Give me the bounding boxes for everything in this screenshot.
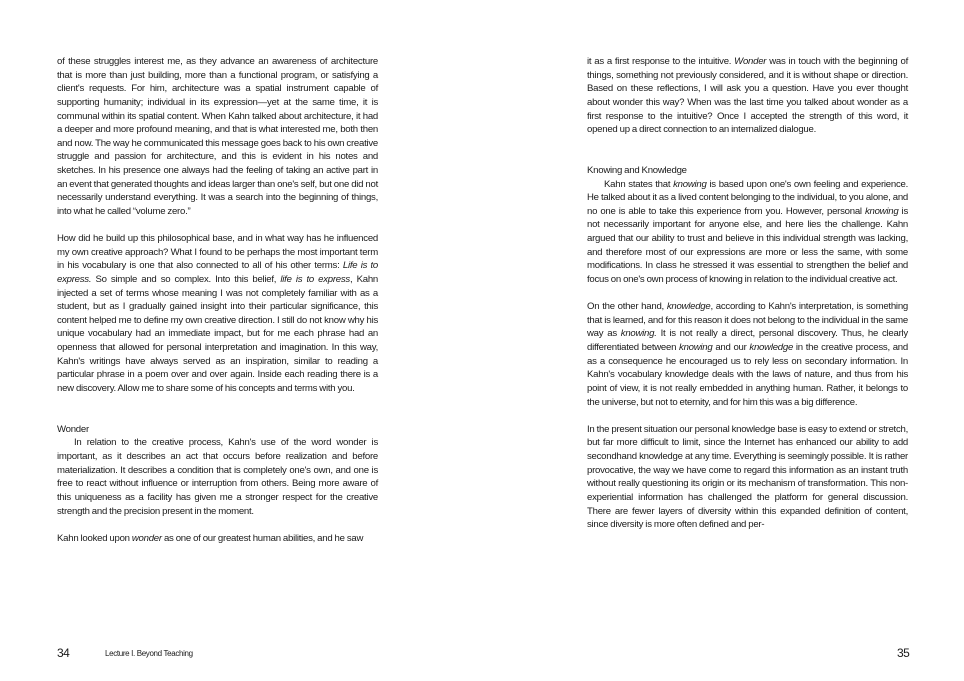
running-head: Lecture I. Beyond Teaching bbox=[105, 649, 193, 658]
emphasis: knowing bbox=[679, 342, 713, 354]
left-text-column bbox=[57, 55, 378, 545]
emphasis: knowledge bbox=[666, 301, 711, 313]
text-run: it as a first response to the intuitive. bbox=[587, 56, 735, 67]
page-number: 34 bbox=[57, 646, 70, 660]
paragraph: of these struggles interest me, as they advance an awareness of architecture that is more than just building, more than a functional program, or satisfying a client's requests. For him, architecture was a spatial instrument capable of supporting humanity; individual in its expression—yet at the same time, it is communal within its spatial content. When Kahn talked about architecture, it had a deeper and more profound meaning, and that is what interested me, both then and now. The way he communicated this message goes back to his own creative struggle and passion for architecture, and this is evident in his notes and sketches. In his presence one always had the feeling of taking an active part in an event that generated thoughts and ideas larger than one's self, but one did not necessarily understand everything. It was a search into the beginning of things, into what he called “volume zero.” bbox=[57, 56, 378, 217]
paragraph bbox=[587, 300, 908, 409]
paragraph bbox=[57, 232, 378, 396]
text-run: Kahn looked upon bbox=[57, 532, 132, 544]
text-run: So simple and so complex. Into this belief, bbox=[91, 273, 281, 285]
text-run: , according to Kahn's interpretation, is something that is learned, and for this reason it does not belong to the individual in the same way as bbox=[587, 301, 908, 340]
paragraph bbox=[587, 55, 908, 137]
text-run: as one of our greatest human abilities, and he saw bbox=[161, 532, 364, 544]
paragraph bbox=[587, 178, 908, 287]
right-page bbox=[482, 0, 964, 681]
emphasis: life is to express bbox=[280, 273, 350, 285]
text-run: and our bbox=[712, 342, 750, 354]
section-heading-knowing: Knowing and Knowledge bbox=[587, 164, 687, 176]
emphasis: Wonder bbox=[734, 56, 767, 67]
emphasis: Life is to express. bbox=[57, 260, 378, 285]
text-run: On the other hand, bbox=[587, 301, 667, 313]
text-run: in the creative process, and as a consequence he encouraged us to rely less on secondary information. In Kahn's vocabulary knowledge deals with the laws of nature, and thus from his point of view, it is not really embedded in anything human. Rather, it belongs to the universe, but not to eternity, and for him this was a big difference. bbox=[587, 342, 908, 408]
text-run: is not necessarily important for anyone else, and here lies the challenge. Kahn argued that our ability to trust and believe in this individual strength was lacking, and therefore most of our expressions are more or less the same, with some modifications. In class he stressed it was essential to strengthen the belief and focus on one's own process of knowing in relation to the individual creative act. bbox=[587, 205, 908, 285]
emphasis: knowing bbox=[864, 205, 899, 217]
text-run: Kahn states that bbox=[604, 178, 674, 190]
paragraph: In the present situation our personal knowledge base is easy to extend or stretch, but far more difficult to limit, since the Internet has enhanced our ability to add secondhand knowledge at any time. Everything is seemingly possible. It is rather provocative, the way we have come to regard this information as an instant truth without really questioning its origin or its mechanism of transformation. This non-experiential information has challenged the platform for general discussion. There are fewer layers of diversity within this expanded definition of content, since diversity is more often defined and per- bbox=[587, 423, 908, 531]
text-run: How did he build up this philosophical base, and in what way has he influenced my own creative approach? What I found to be perhaps the most important term in his vocabulary is one that also connected to all of his other terms: bbox=[57, 233, 378, 272]
emphasis: knowing bbox=[673, 178, 707, 190]
right-text-column bbox=[587, 55, 908, 532]
emphasis: knowing. bbox=[620, 328, 657, 340]
text-run: is based upon one's own feeling and experience. He talked about it as a lived content belonging to the individual, to you alone, and no one is able to take this experience from you. However, personal bbox=[587, 178, 908, 217]
text-run: It is not really a direct, personal discovery. Thus, he clearly differentiated between bbox=[587, 328, 908, 354]
emphasis: wonder bbox=[131, 532, 162, 544]
paragraph: In relation to the creative process, Kahn's use of the word wonder is important, as it describes an act that occurs before realization and before materialization. It describes a condition that is completely one's own, and one is free to react without influence or interruption from others. Being more aware of this uniqueness as a facility has given me a stronger respect for the creative strength and the precision present in the moment. bbox=[57, 437, 378, 517]
section-heading-wonder: Wonder bbox=[57, 423, 89, 435]
page-number: 35 bbox=[897, 646, 910, 660]
text-run: was in touch with the beginning of things, something not previously considered, and it is without shape or direction. Based on these reflections, I will ask you a question. Have you ever thought about wonder this way? When was the last time you talked about wonder as a first response to the intuitive? Once I accepted the strength of this word, it opened up a direct connection to an internalized dialogue. bbox=[587, 56, 908, 136]
paragraph bbox=[57, 532, 378, 546]
text-run: , Kahn injected a set of terms whose meaning I was not completely familiar with as a student, but as I gradually gained insight into their particular significance, this content helped me to define my own creative direction. I still do not know why his unique vocabulary had an immediate impact, but for me each phrase had an openness that allowed for personal interpretation and imagination. In this way, Kahn's writings have always served as an inspiration, similar to reading a particular phrase in a poem over and over again. Inside each reading there is a new discovery. Allow me to share some of his concepts and terms with you. bbox=[57, 273, 378, 394]
emphasis: knowledge bbox=[749, 342, 794, 354]
